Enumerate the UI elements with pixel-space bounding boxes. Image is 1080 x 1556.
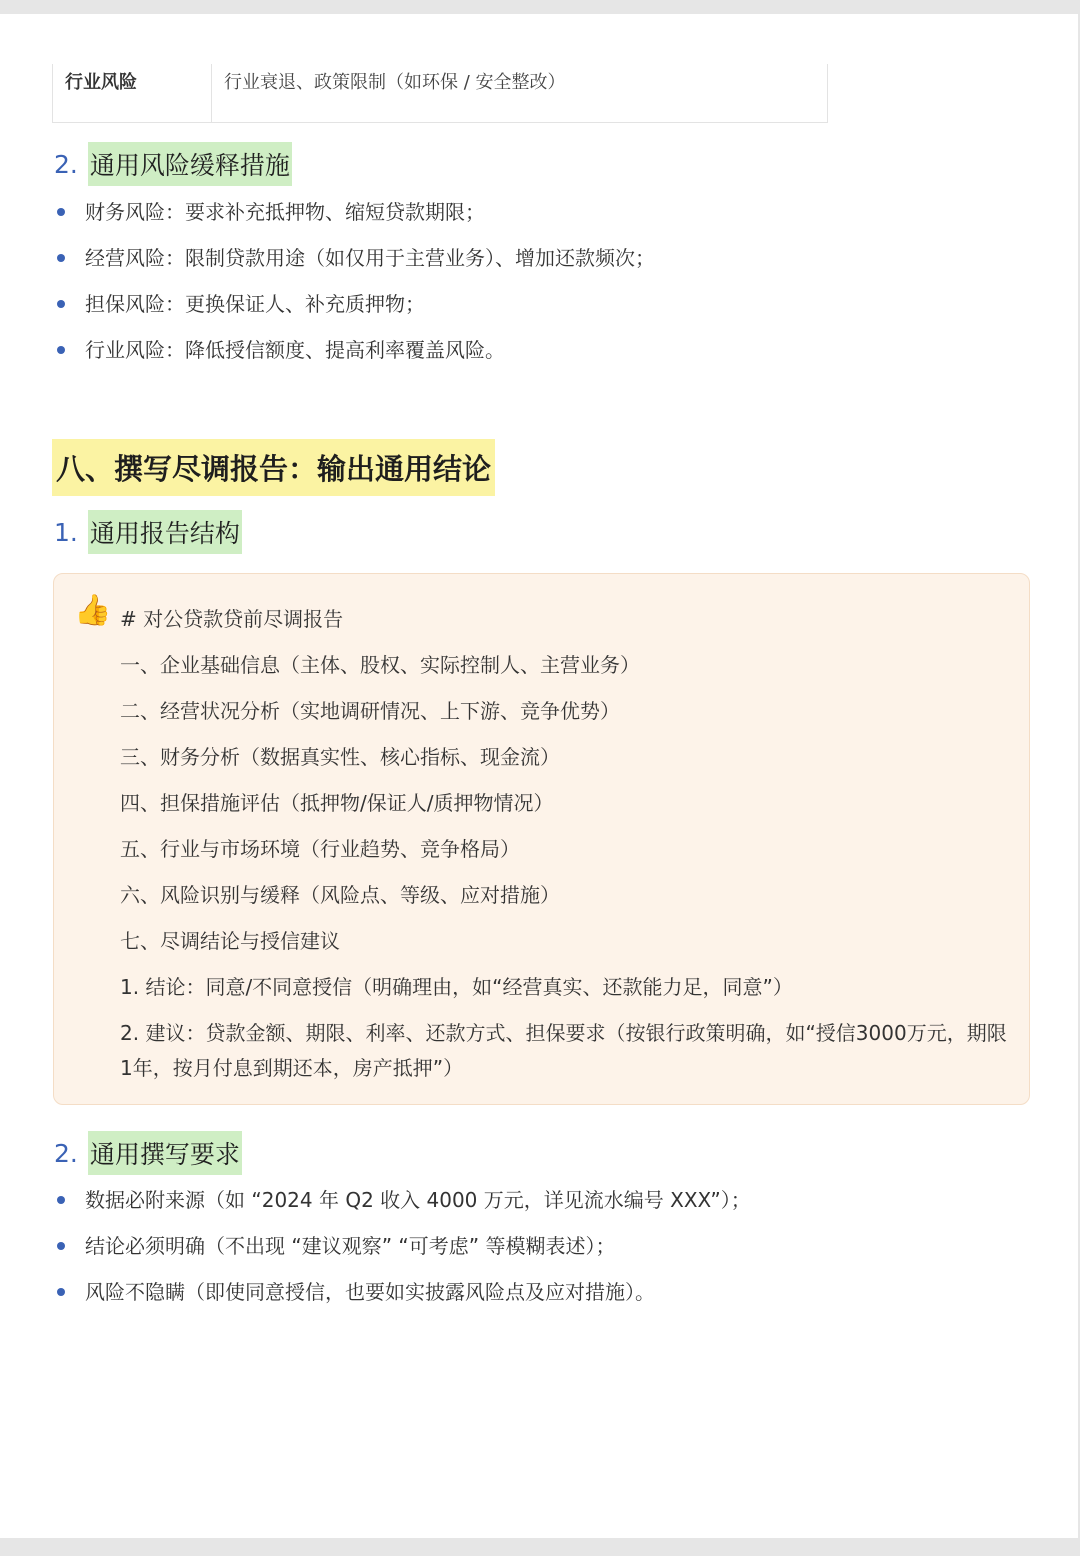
- callout-line: 二、经营状况分析（实地调研情况、上下游、竞争优势）: [120, 699, 620, 723]
- list-item: 结论必须明确（不出现 “建议观察” “可考虑” 等模糊表述）；: [56, 1223, 751, 1269]
- callout-line: 七、尽调结论与授信建议: [120, 929, 340, 953]
- list-item: 风险不隐瞒（即使同意授信，也要如实披露风险点及应对措施）。: [56, 1269, 751, 1315]
- document-page: [0, 14, 1078, 1538]
- risk-table-fragment: [52, 64, 828, 123]
- callout-line: 六、风险识别与缓释（风险点、等级、应对措施）: [120, 883, 560, 907]
- heading-text: 通用撰写要求: [88, 1131, 242, 1175]
- risk-table-value: 行业衰退、政策限制（如环保 / 安全整改）: [224, 72, 566, 93]
- heading-text: 通用风险缓释措施: [88, 142, 292, 186]
- list-item: 财务风险：要求补充抵押物、缩短贷款期限；: [56, 189, 655, 235]
- heading-mitigation: [54, 142, 292, 186]
- requirements-list: [56, 1177, 751, 1315]
- callout-lines: [120, 596, 1010, 1086]
- callout-line: 2. 建议：贷款金额、期限、利率、还款方式、担保要求（按银行政策明确，如“授信3000万元，期限1年，按月付息到期还本，房产抵押”）: [120, 1021, 1007, 1080]
- heading-number: 2.: [54, 149, 78, 179]
- list-item: 担保风险：更换保证人、补充质押物；: [56, 281, 655, 327]
- list-item: 数据必附来源（如 “2024 年 Q2 收入 4000 万元，详见流水编号 XXX”）；: [56, 1177, 751, 1223]
- callout-line: 一、企业基础信息（主体、股权、实际控制人、主营业务）: [120, 653, 640, 677]
- heading-number: 2.: [54, 1138, 78, 1168]
- risk-table-key: 行业风险: [53, 64, 212, 122]
- heading-requirements: [54, 1131, 242, 1175]
- callout-line: 四、担保措施评估（抵押物/保证人/质押物情况）: [120, 791, 554, 815]
- list-item: 经营风险：限制贷款用途（如仅用于主营业务）、增加还款频次；: [56, 235, 655, 281]
- thumbs-up-icon: 👍: [74, 593, 112, 628]
- callout-line: # 对公贷款贷前尽调报告: [120, 607, 344, 631]
- heading-number: 1.: [54, 517, 78, 547]
- mitigation-list: [56, 189, 655, 373]
- callout-line: 五、行业与市场环境（行业趋势、竞争格局）: [120, 837, 520, 861]
- chapter-title: 八、撰写尽调报告：输出通用结论: [52, 439, 495, 496]
- list-item: 行业风险：降低授信额度、提高利率覆盖风险。: [56, 327, 655, 373]
- heading-structure: [54, 510, 242, 554]
- heading-text: 通用报告结构: [88, 510, 242, 554]
- report-structure-callout: [53, 573, 1030, 1105]
- callout-line: 三、财务分析（数据真实性、核心指标、现金流）: [120, 745, 560, 769]
- callout-line: 1. 结论：同意/不同意授信（明确理由，如“经营真实、还款能力足，同意”）: [120, 975, 793, 999]
